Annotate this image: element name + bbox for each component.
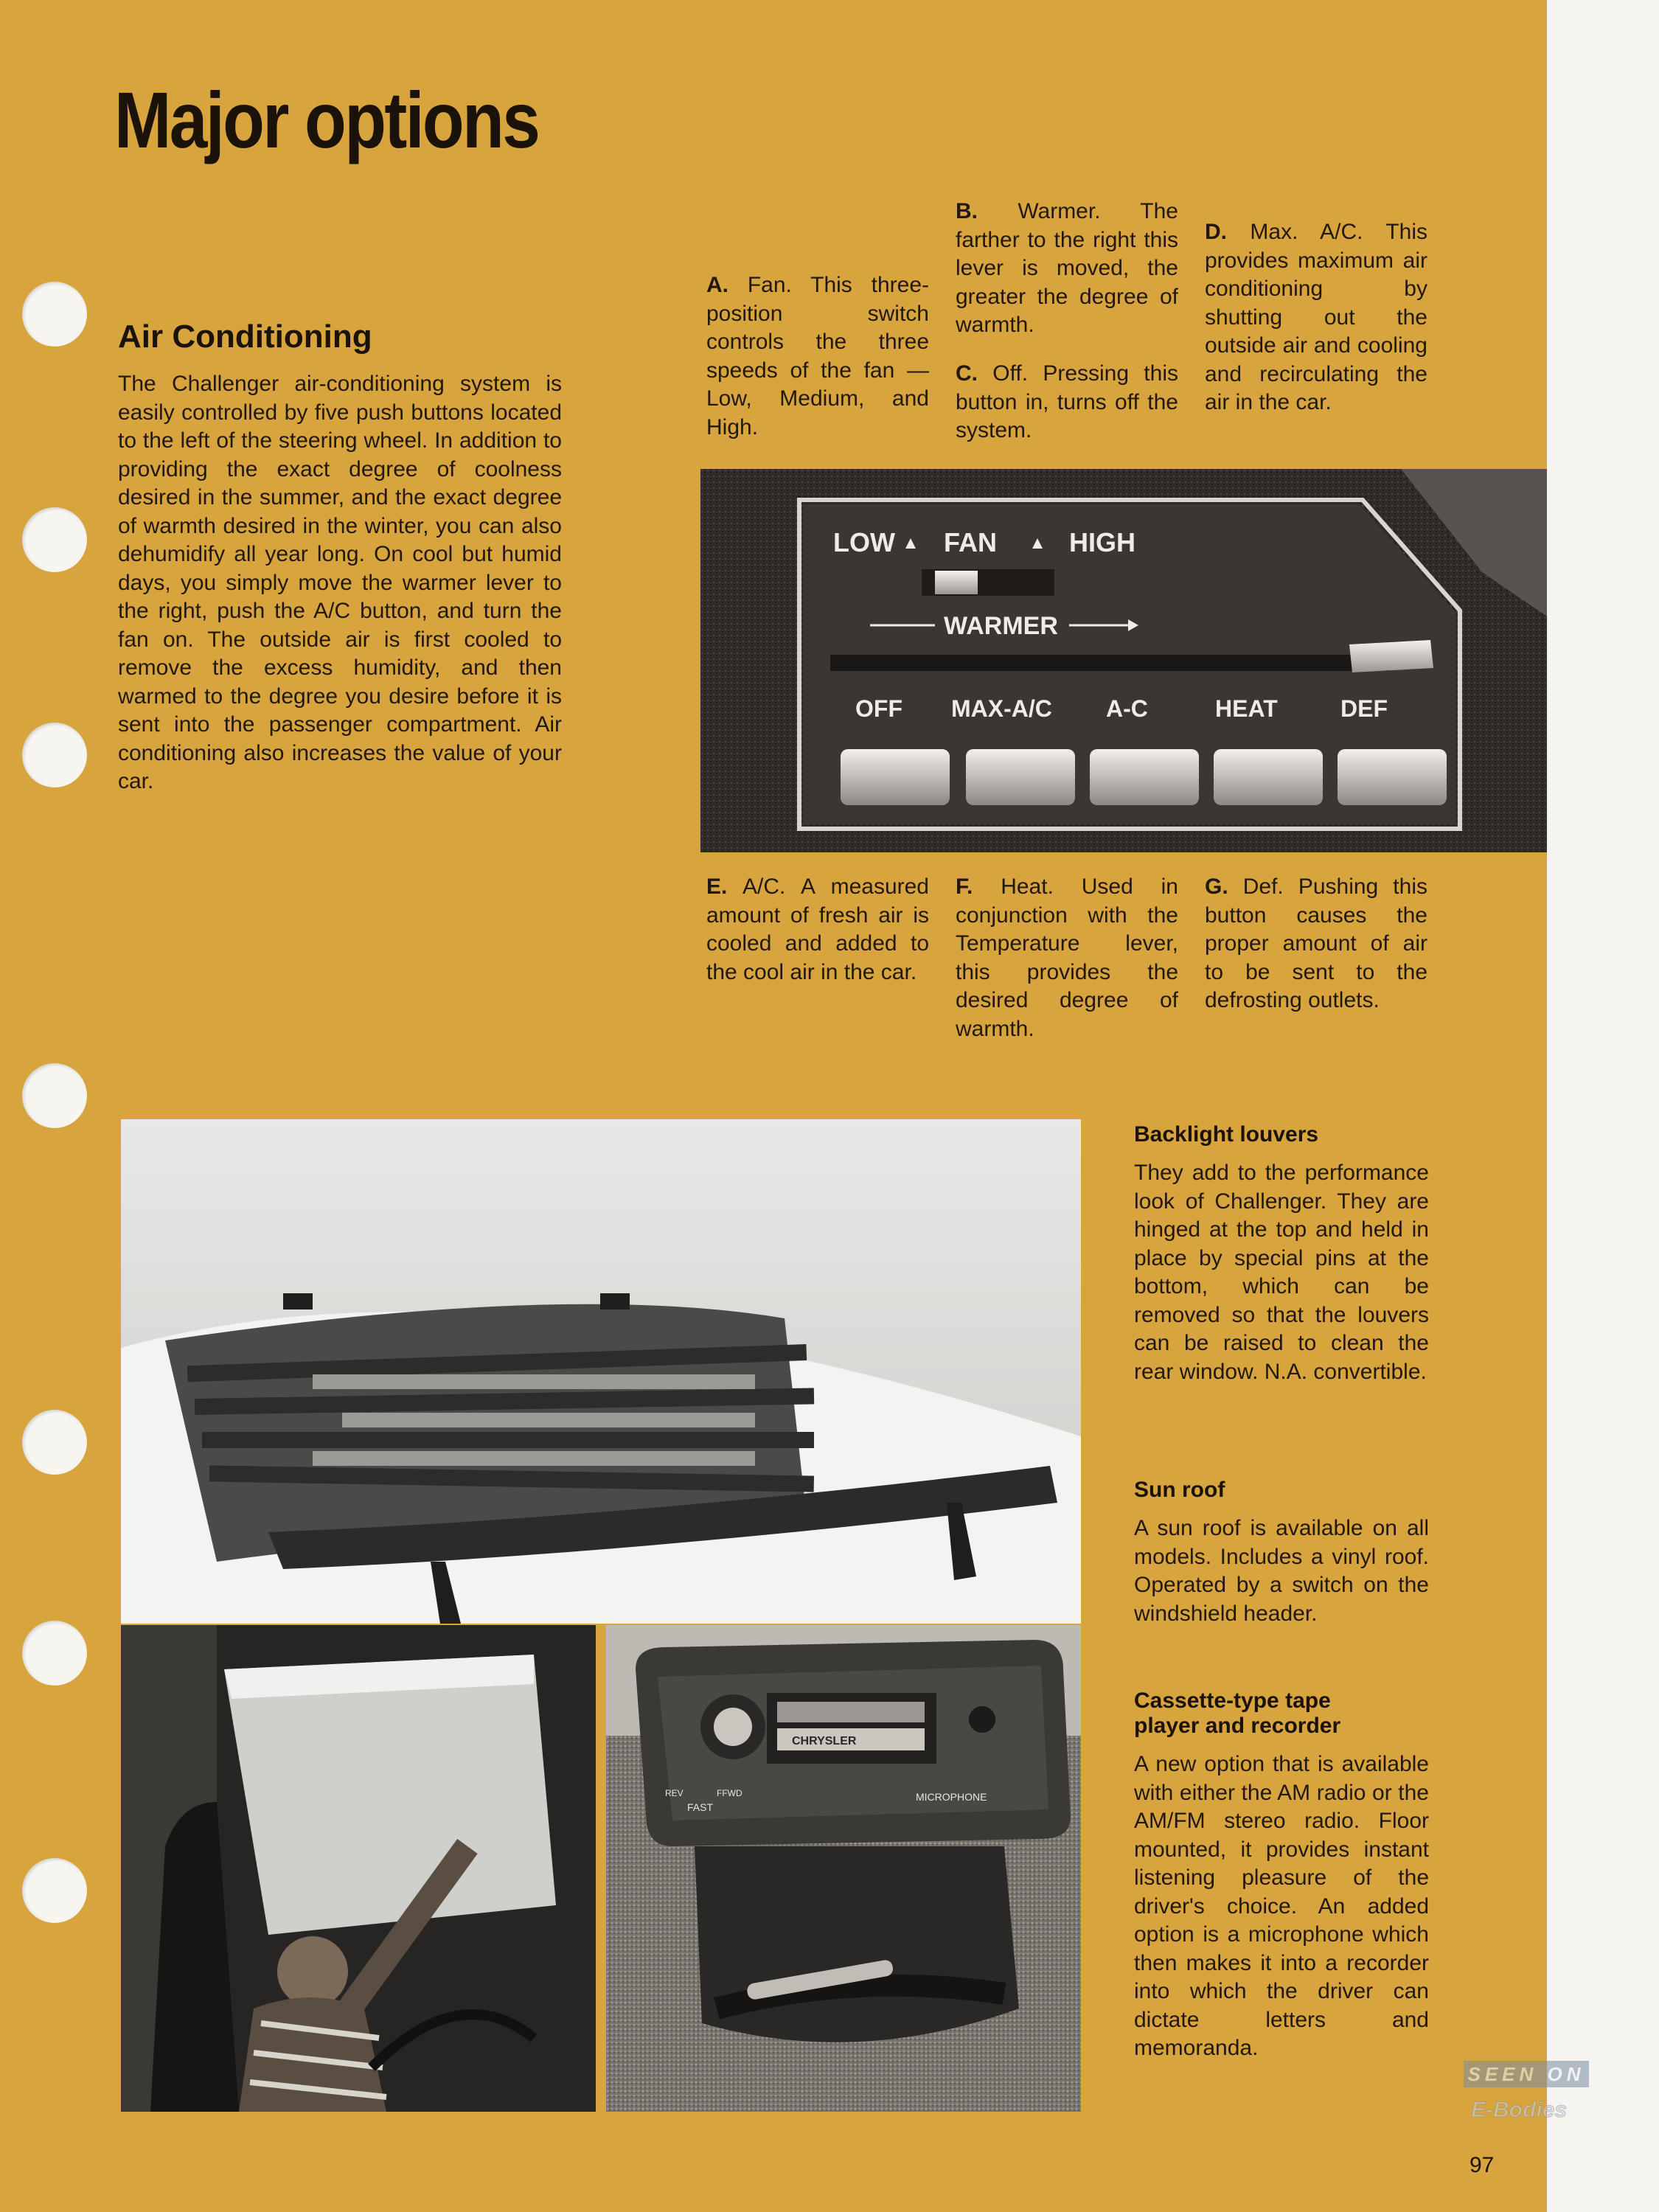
panel-label-off: OFF: [855, 695, 902, 722]
watermark-line1: SEEN ON: [1464, 2061, 1589, 2087]
panel-label-ac: A-C: [1106, 695, 1148, 722]
louvers-heading: Backlight louvers: [1134, 1122, 1319, 1147]
caption-c: C. Off. Pressing this button in, turns off the system.: [956, 361, 1178, 442]
warmer-lever[interactable]: [1349, 640, 1433, 672]
panel-label-warmer: WARMER: [944, 612, 1058, 640]
panel-label-heat: HEAT: [1215, 695, 1278, 722]
binder-hole: [22, 723, 87, 787]
cassette-heading: Cassette-type tape player and recorder: [1134, 1688, 1341, 1738]
binder-hole: [22, 1063, 87, 1128]
binder-hole: [22, 1621, 87, 1686]
page-margin: [1547, 0, 1659, 2212]
tape-label-microphone: MICROPHONE: [916, 1791, 987, 1803]
tape-label-fast: FAST: [687, 1801, 714, 1813]
panel-label-def: DEF: [1340, 695, 1388, 722]
heat-button[interactable]: [1214, 749, 1323, 805]
watermark-badge: [1464, 2061, 1589, 2142]
tape-label-rev: REV: [665, 1788, 684, 1798]
binder-hole: [22, 1858, 87, 1923]
tape-brand-label: CHRYSLER: [792, 1735, 857, 1747]
fan-switch[interactable]: [935, 571, 978, 594]
binder-hole: [22, 282, 87, 347]
off-button[interactable]: [841, 749, 950, 805]
max-ac-button[interactable]: [966, 749, 1075, 805]
panel-label-max-ac: MAX-A/C: [951, 695, 1052, 722]
sunroof-photo: [121, 1625, 596, 2112]
def-button[interactable]: [1338, 749, 1447, 805]
louvers-body: They add to the performance look of Challenger. They are hinged at the top and held in place by special pins at the bottom, which can be removed so that the louvers can be raised to clean the rear window. N.A. convertible.: [1134, 1161, 1429, 1384]
watermark-line2: E-Bodies: [1471, 2098, 1568, 2122]
tape-player-photo: [606, 1625, 1081, 2112]
cassette-body: A new option that is available with either the AM radio or the AM/FM stereo radio. Floor mounted, it provides instant listening pleasure of the driver's choice. An added option is a microphone which then makes it into a recorder into which the driver can dictate letters and memoranda.: [1134, 1752, 1429, 2060]
binder-hole: [22, 507, 87, 572]
page-title: Major options: [114, 75, 539, 164]
caption-f: F. Heat. Used in conjunction with the Temperature lever, this provides the desired degree of warmth.: [956, 874, 1178, 1041]
sunroof-body: A sun roof is available on all models. Includes a vinyl roof. Operated by a switch on the windshield header.: [1134, 1516, 1429, 1626]
panel-label-low: LOW: [833, 527, 895, 557]
caption-b: B. Warmer. The farther to the right this lever is moved, the greater the degree of warmth.: [956, 199, 1178, 337]
ac-button[interactable]: [1090, 749, 1199, 805]
page-number: 97: [1470, 2153, 1495, 2177]
tape-label-ffwd: FFWD: [717, 1788, 742, 1798]
backlight-louvers-photo: [121, 1119, 1081, 1624]
caption-e: E. A/C. A measured amount of fresh air is cooled and added to the cool air in the car.: [706, 874, 929, 984]
binder-hole: [22, 1410, 87, 1475]
caption-a: A. Fan. This three-position switch controls the three speeds of the fan —Low, Medium, and High.: [706, 273, 929, 439]
air-conditioning-heading: Air Conditioning: [118, 319, 372, 355]
climate-control-panel-photo: [700, 469, 1547, 852]
sunroof-heading: Sun roof: [1134, 1478, 1225, 1502]
air-conditioning-body: The Challenger air-conditioning system is easily controlled by five push buttons located to the left of the steering wheel. In addition to providing the exact degree of coolness desired in the summer, and the exact degree of warmth desired in the winter, you can also dehumidify all year long. On cool but humid days, you simply move the warmer lever to the right, push the A/C button, and turn the fan on. The outside air is first cooled to remove the excess humidity, and then warmed to the degree you desire before it is sent into the passenger compartment. Air conditioning also increases the value of your car.: [118, 372, 562, 793]
panel-label-high: HIGH: [1069, 527, 1135, 557]
caption-d: D. Max. A/C. This provides maximum air conditioning by shutting out the outside air and cooling and recirculating the air in the car.: [1205, 220, 1427, 414]
panel-label-fan: FAN: [944, 527, 997, 557]
caption-g: G. Def. Pushing this button causes the proper amount of air to be sent to the defrosting outlets.: [1205, 874, 1427, 1012]
